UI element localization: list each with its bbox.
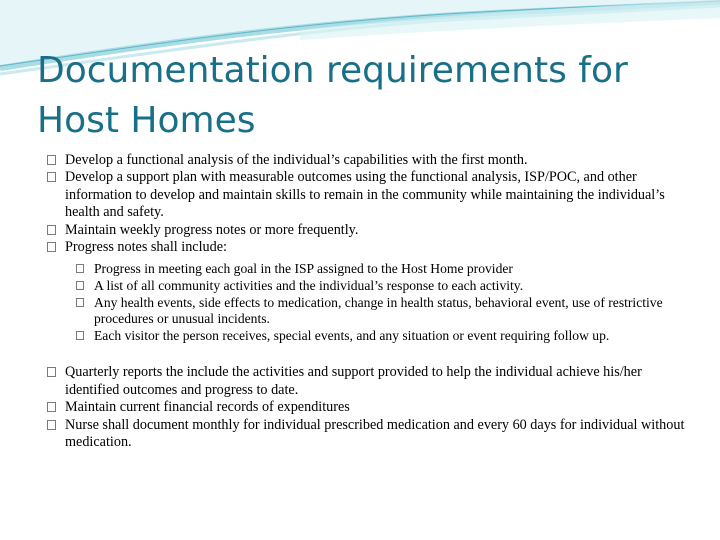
square-box-icon (47, 222, 65, 239)
list-item-text: Progress notes shall include: (65, 239, 227, 256)
square-box-icon (76, 261, 94, 278)
square-box-icon (47, 152, 65, 169)
square-box-icon (76, 295, 94, 328)
sub-list-item-text: Progress in meeting each goal in the ISP assigned to the Host Home provider (94, 261, 513, 277)
square-box-icon (47, 169, 65, 221)
list-item (47, 417, 687, 452)
sub-list-item-text: Any health events, side effects to medication, change in health status, behavioral event, use of restrictive procedures or unusual incidents. (94, 294, 663, 327)
square-box-icon (76, 278, 94, 295)
sub-list-item-text: Each visitor the person receives, special events, and any situation or event requiring follow up. (94, 327, 610, 343)
square-box-icon (47, 239, 65, 256)
square-box-icon (47, 364, 65, 399)
square-box-icon (47, 399, 65, 416)
list-item-text: Maintain current financial records of expenditures (65, 399, 350, 416)
sub-list-item (47, 295, 687, 328)
list-item (47, 169, 687, 221)
list-item (47, 364, 687, 399)
list-item (47, 152, 687, 169)
sub-list-item (47, 328, 687, 345)
sub-list-item (47, 261, 687, 278)
list-item (47, 239, 687, 256)
list-item-text: Nurse shall document monthly for individual prescribed medication and every 60 days for individual without medication. (65, 416, 685, 451)
sub-list-item (47, 278, 687, 295)
bullet-list (47, 152, 687, 451)
slide-title: Documentation requirements for Host Homes (37, 50, 628, 141)
sub-list-item-text: A list of all community activities and the individual’s response to each activity. (94, 278, 524, 294)
list-item-text: Maintain weekly progress notes or more frequently. (65, 221, 359, 238)
list-item-text: Develop a functional analysis of the individual’s capabilities with the first month. (65, 152, 528, 168)
list-item (47, 399, 687, 416)
list-item (47, 222, 687, 239)
list-item-text: Quarterly reports the include the activities and support provided to help the individual achieve his/her identified outcomes and progress to date. (65, 364, 642, 398)
list-item-text: Develop a support plan with measurable outcomes using the functional analysis, ISP/POC, and other information to develop and maintain skills to remain in the community while maintaining the individual’s health and safety. (65, 169, 665, 221)
square-box-icon (47, 417, 65, 452)
square-box-icon (76, 328, 94, 345)
